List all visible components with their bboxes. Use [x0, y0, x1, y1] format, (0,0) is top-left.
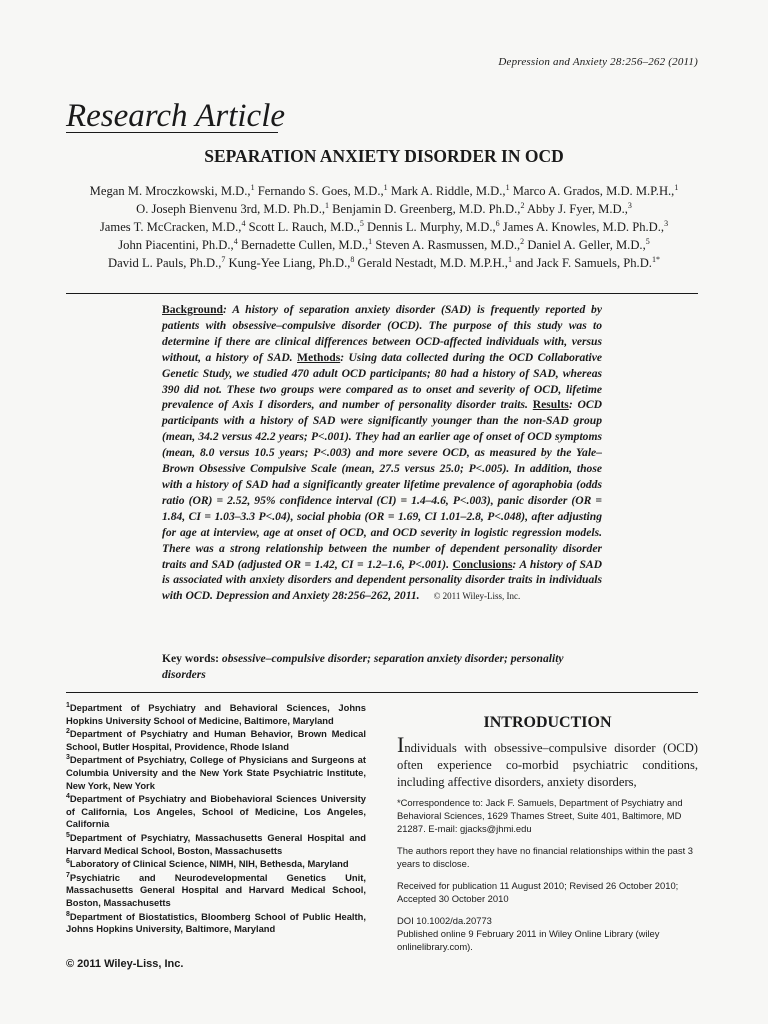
- affiliation-item: [66, 754, 366, 792]
- divider-top: [66, 293, 698, 294]
- author-name: James A. Knowles, M.D. Ph.D.,: [502, 220, 665, 234]
- author-affiliation-mark: 5: [645, 236, 650, 246]
- author-affiliation-mark: 4: [241, 218, 246, 228]
- footnotes: [397, 796, 698, 962]
- conclusions-text: : A history of SAD is associated with anxiety disorders and dependent personality disorder traits in individuals with OCD. Depression and Anxiety 28:256–262, 2011.: [162, 557, 602, 603]
- doi-note: DOI 10.1002/da.20773: [397, 915, 492, 926]
- affiliations: [66, 702, 366, 937]
- author-name: Scott L. Rauch, M.D.,: [248, 220, 360, 234]
- affiliation-number: 6: [66, 858, 70, 865]
- background-text: : A history of separation anxiety disorder (SAD) is frequently reported by patients with obsessive–compulsive disorder (OCD). The purpose of this study was to determine if there are clinical differences between OCD-affected individuals with, versus without, a history of SAD.: [162, 303, 602, 364]
- section-label: Research Article: [66, 98, 286, 134]
- affiliation-text: Department of Psychiatry, College of Physicians and Surgeons at Columbia University and the New York State Psychiatric Institute, New York, New York: [66, 754, 366, 791]
- author-affiliation-mark: 1: [507, 254, 512, 264]
- section-rule: [66, 132, 278, 133]
- author-affiliation-mark: 7: [221, 254, 226, 264]
- author-affiliation-mark: 3: [627, 200, 632, 210]
- introduction-heading: INTRODUCTION: [483, 714, 612, 731]
- affiliation-number: 1: [66, 701, 70, 709]
- author-affiliation-mark: 2: [520, 200, 525, 210]
- author-name: Abby J. Fyer, M.D.,: [526, 202, 628, 216]
- author-name: and Jack F. Samuels, Ph.D.: [515, 256, 652, 270]
- affiliation-text: Laboratory of Clinical Science, NIMH, NIH, Bethesda, Maryland: [69, 858, 349, 870]
- affiliation-number: 7: [66, 871, 70, 879]
- author-affiliation-mark: 5: [359, 218, 364, 228]
- author-name: Bernadette Cullen, M.D.,: [240, 238, 369, 252]
- author-name: Gerald Nestadt, M.D. M.P.H.,: [357, 256, 508, 270]
- affiliation-number: 4: [66, 793, 70, 801]
- keywords: [162, 651, 602, 683]
- correspondence-note: *Correspondence to: Jack F. Samuels, Department of Psychiatry and Behavioral Sciences, 1629 Thames Street, Suite 401, Baltimore, MD 21287. E-mail: gjacks@jhmi.edu: [397, 797, 683, 834]
- results-text: : OCD participants with a history of SAD were significantly younger than the non-SAD group (mean, 34.2 versus 42.2 years; P<.001). They had an earlier age of onset of OCD symptoms (mean, 8.0 versus 10.5 years; P<.003) and more severe OCD, as measured by the Yale–Brown Obsessive Compulsive Scale (mean, 27.5 versus 25.0; P<.005). In addition, those with a history of SAD had a significantly greater lifetime prevalence of agoraphobia (odds ratio (OR) = 2.52, 95% confidence interval (CI) = 1.4–4.6, P<.003), panic disorder (OR = 1.84, CI = 1.03–3.3 P<.04), social phobia (OR = 1.69, CI 1.01–2.8, P<.048), after adjusting for age at interview, age at onset of OCD, and OCD severity in logistic regression models. There was a strong relationship between the number of dependent personality disorder traits and SAD (adjusted OR = 1.42, CI = 1.2–1.6, P<.001).: [162, 398, 602, 571]
- author-affiliation-mark: 1: [674, 182, 679, 192]
- introduction-paragraph: [397, 732, 698, 791]
- author-name: Steven A. Rasmussen, M.D.,: [375, 238, 521, 252]
- affiliation-text: Department of Psychiatry, Massachusetts General Hospital and Harvard Medical School, Boston, Massachusetts: [66, 831, 366, 856]
- footer-copyright: © 2011 Wiley-Liss, Inc.: [66, 958, 184, 970]
- author-affiliation-mark: 1*: [651, 254, 660, 264]
- author-name: Benjamin D. Greenberg, M.D. Ph.D.,: [332, 202, 521, 216]
- affiliation-number: 2: [66, 728, 70, 736]
- abstract: [162, 302, 602, 605]
- author-name: Daniel A. Geller, M.D.,: [527, 238, 646, 252]
- disclosure-note: The authors report they have no financial relationships within the past 3 years to disclose.: [397, 845, 694, 869]
- affiliation-number: 5: [66, 831, 70, 839]
- author-name: Mark A. Riddle, M.D.,: [390, 184, 506, 198]
- divider-bottom: [66, 692, 698, 693]
- author-name: O. Joseph Bienvenu 3rd, M.D. Ph.D.,: [136, 202, 325, 216]
- affiliation-text: Department of Biostatistics, Bloomberg School of Public Health, Johns Hopkins University, Baltimore, Maryland: [66, 910, 366, 935]
- author-affiliation-mark: 1: [505, 182, 510, 192]
- journal-citation: Depression and Anxiety 28:256–262 (2011): [498, 56, 698, 68]
- results-label: Results: [532, 398, 569, 412]
- affiliation-item: [66, 832, 366, 857]
- affiliation-number: 3: [66, 754, 70, 762]
- methods-label: Methods: [297, 350, 341, 364]
- methods-text: : Using data collected during the OCD Collaborative Genetic Study, we studied 470 adult OCD participants; 80 had a history of SAD, whereas 390 did not. These two groups were compared as to onset and severity of OCD, lifetime prevalence of Axis I disorders, and number of personality disorder traits.: [162, 350, 602, 412]
- author-affiliation-mark: 1: [250, 182, 255, 192]
- author-affiliation-mark: 3: [664, 218, 669, 228]
- affiliation-text: Psychiatric and Neurodevelopmental Genetics Unit, Massachusetts General Hospital and Harvard Medical School, Boston, Massachusetts: [66, 871, 366, 908]
- affiliation-item: [66, 872, 366, 910]
- author-name: John Piacentini, Ph.D.,: [118, 238, 234, 252]
- received-note: Received for publication 11 August 2010; Revised 26 October 2010; Accepted 30 October 2010: [397, 880, 679, 904]
- author-name: James T. McCracken, M.D.,: [99, 220, 242, 234]
- author-name: David L. Pauls, Ph.D.,: [108, 256, 222, 270]
- author-name: Marco A. Grados, M.D. M.P.H.,: [512, 184, 675, 198]
- conclusions-label: Conclusions: [452, 557, 513, 571]
- introduction-text: ndividuals with obsessive–compulsive disorder (OCD) often experience co-morbid psychiatric conditions, including affective disorders, anxiety disorders,: [397, 741, 698, 789]
- background-label: Background: [162, 303, 223, 316]
- affiliation-text: Department of Psychiatry and Biobehavioral Sciences University of California, Los Angeles, School of Medicine, Los Angeles, California: [66, 793, 366, 830]
- keywords-label: Key words:: [162, 652, 219, 665]
- affiliation-item: [66, 858, 366, 871]
- keywords-value: obsessive–compulsive disorder; separation anxiety disorder; personality disorders: [162, 652, 564, 681]
- affiliation-number: 8: [66, 910, 70, 918]
- published-note: Published online 9 February 2011 in Wiley Online Library (wiley onlinelibrary.com).: [397, 928, 660, 952]
- author-name: Megan M. Mroczkowski, M.D.,: [89, 184, 251, 198]
- affiliation-item: [66, 793, 366, 831]
- affiliation-item: [66, 911, 366, 936]
- affiliation-item: [66, 728, 366, 753]
- author-affiliation-mark: 4: [233, 236, 238, 246]
- author-affiliation-mark: 1: [383, 182, 388, 192]
- author-affiliation-mark: 8: [350, 254, 355, 264]
- affiliation-item: [66, 702, 366, 727]
- abstract-copyright: © 2011 Wiley-Liss, Inc.: [433, 591, 521, 602]
- author-name: Dennis L. Murphy, M.D.,: [367, 220, 496, 234]
- author-affiliation-mark: 6: [495, 218, 500, 228]
- author-name: Fernando S. Goes, M.D.,: [257, 184, 384, 198]
- dropcap: I: [397, 732, 405, 757]
- author-name: Kung-Yee Liang, Ph.D.,: [228, 256, 351, 270]
- author-affiliation-mark: 2: [520, 236, 525, 246]
- author-affiliation-mark: 1: [368, 236, 373, 246]
- author-list: [40, 182, 728, 272]
- affiliation-text: Department of Psychiatry and Behavioral Sciences, Johns Hopkins University School of Medicine, Baltimore, Maryland: [66, 702, 366, 726]
- author-affiliation-mark: 1: [325, 200, 329, 210]
- article-title: SEPARATION ANXIETY DISORDER IN OCD: [204, 146, 564, 166]
- affiliation-text: Department of Psychiatry and Human Behavior, Brown Medical School, Butler Hospital, Providence, Rhode Island: [66, 728, 366, 752]
